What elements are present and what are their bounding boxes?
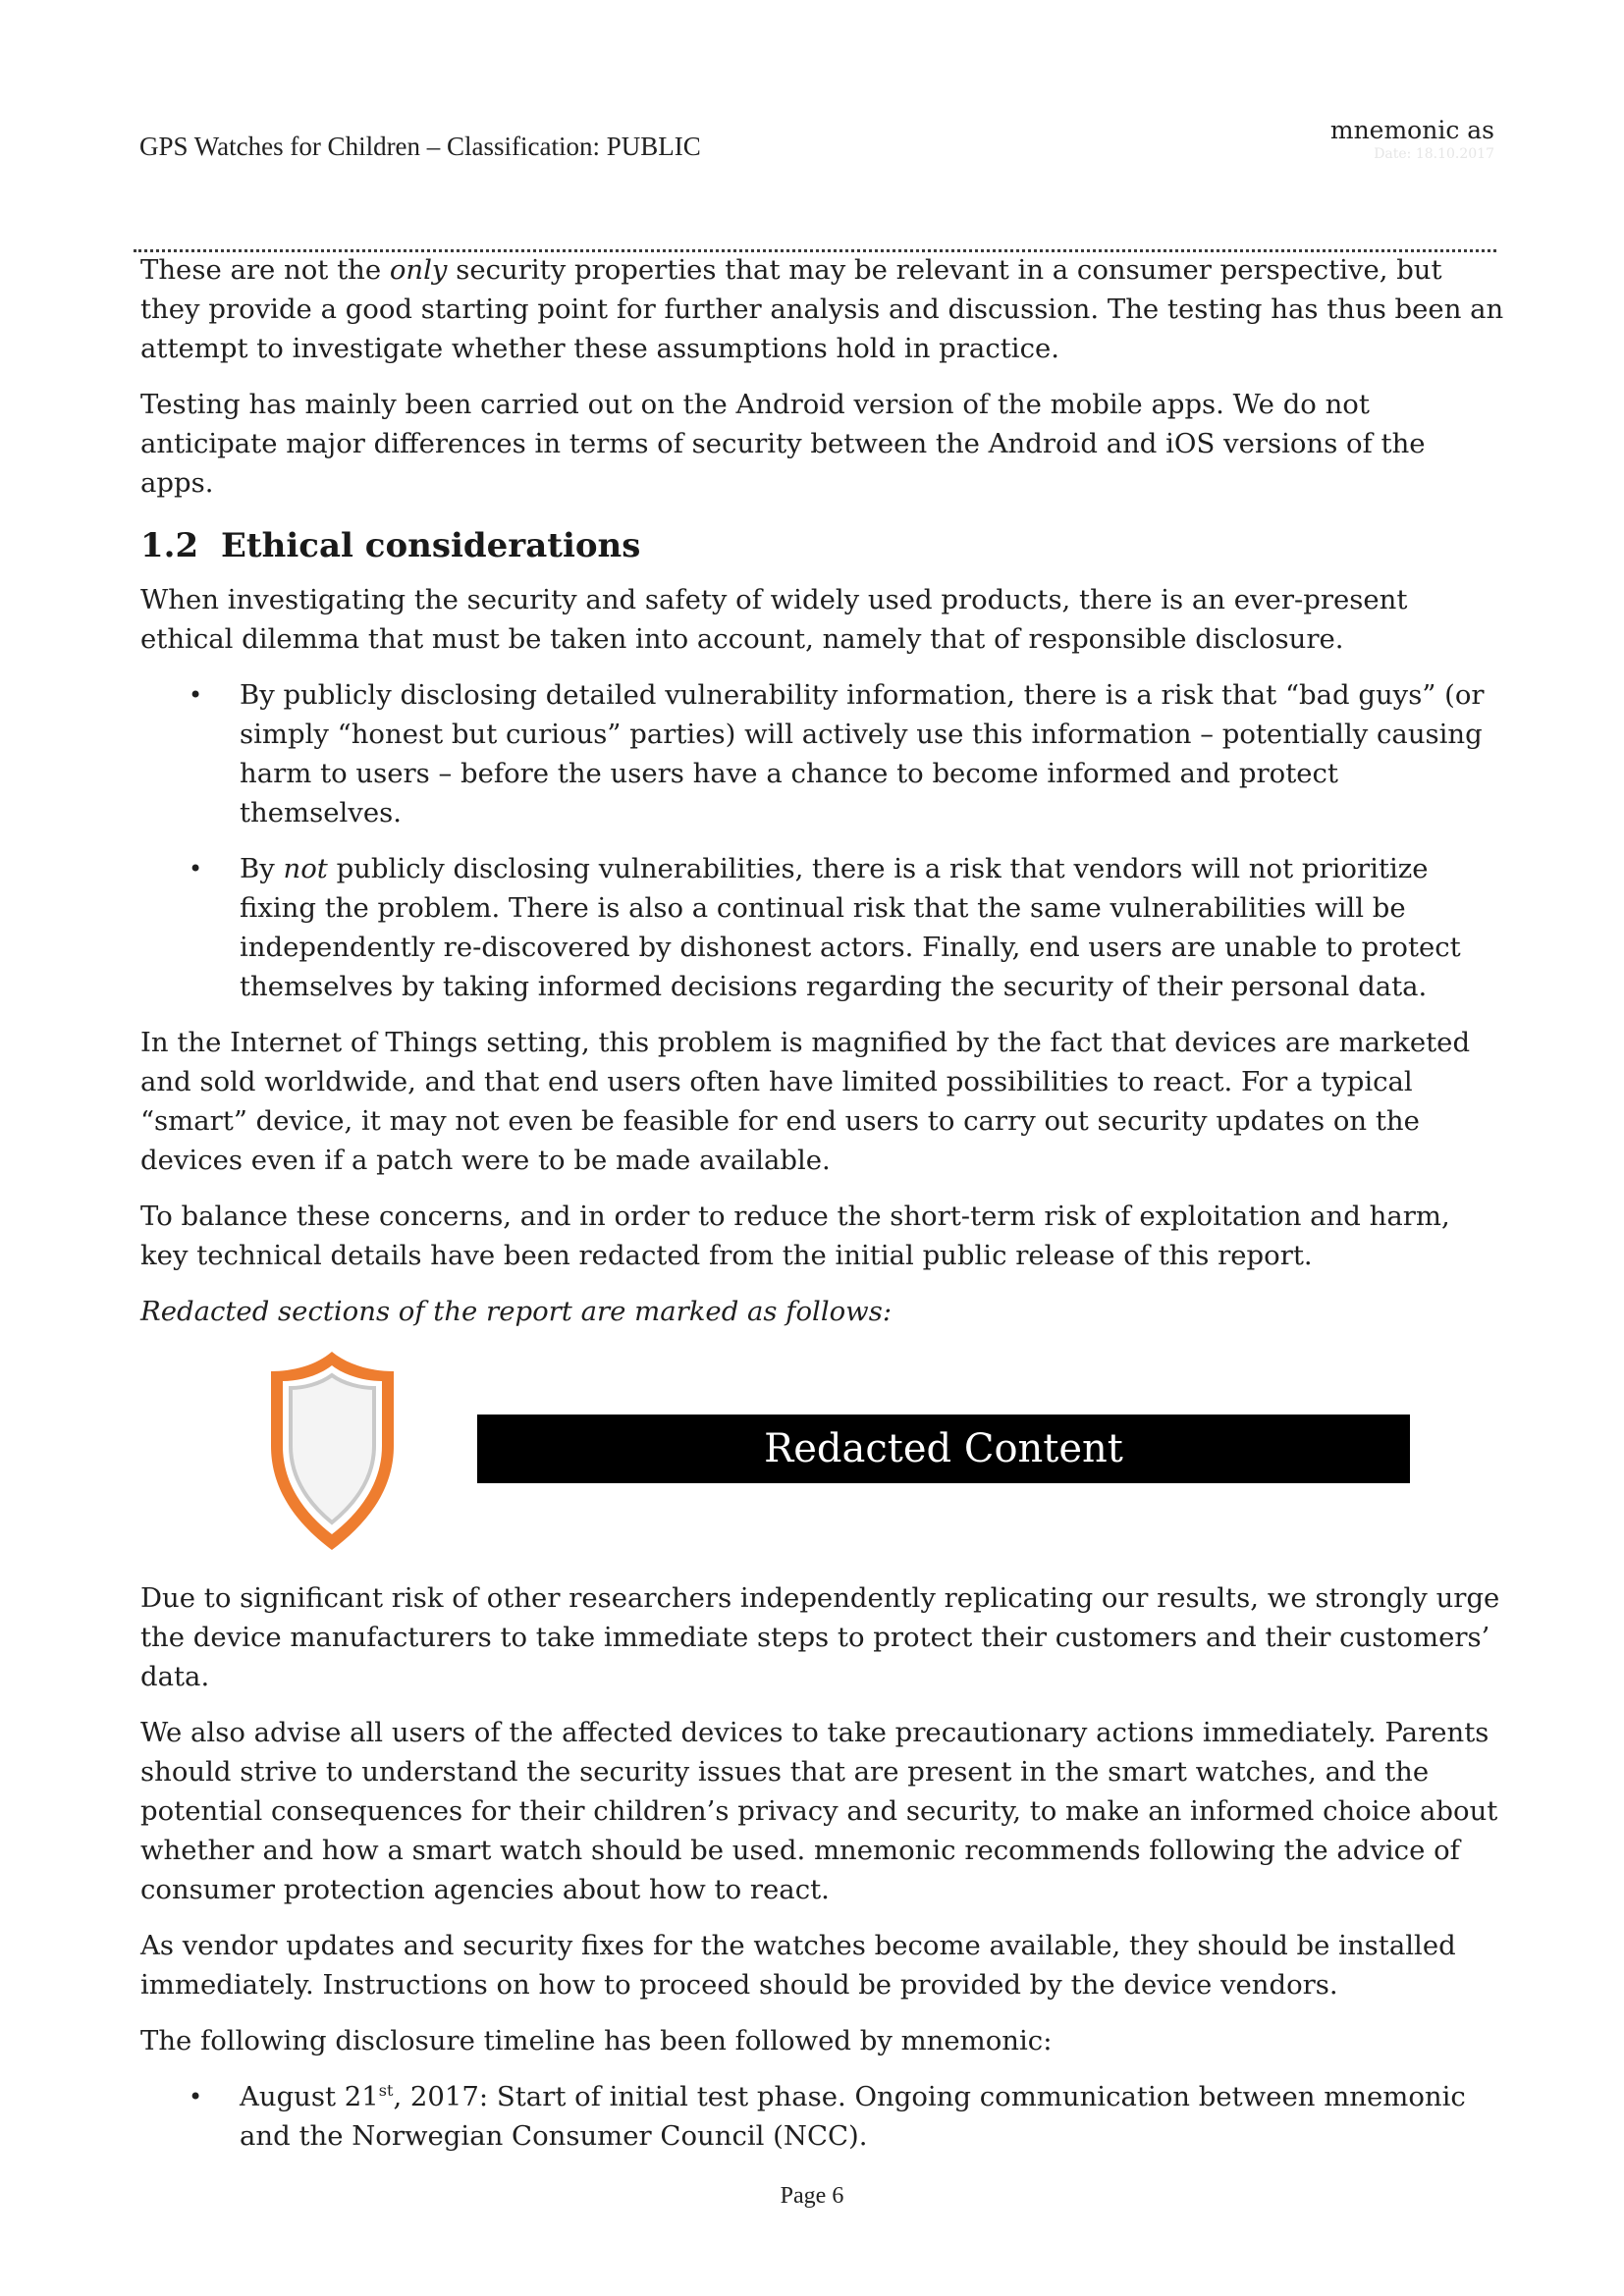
timeline-bullet-list [140,2077,1505,2156]
company-name: mnemonic as [1329,116,1494,144]
paragraph-urge-manufacturers: Due to significant risk of other researchers independently replicating our results, we strongly urge the device manufacturers to take immediate steps to protect their customers and their customers’ data. [140,1582,1500,1692]
paragraph-advise-users: We also advise all users of the affected devices to take precautionary actions immediately. Parents should strive to understand the security issues that are present in the smart watches, and the potential consequences for their children’s privacy and security, to make an informed choice about whether and how a smart watch should be used. mnemonic recommends following the advice of consumer protection agencies about how to react. [140,1717,1498,1905]
paragraph-ethical-dilemma: When investigating the security and safety of widely used products, there is an ever-present ethical dilemma that must be taken into account, namely that of responsible disclosure. [140,584,1408,655]
paragraph-vendor-updates: As vendor updates and security fixes for the watches become available, they should be installed immediately. Instructions on how to proceed should be provided by the device vendors. [140,1930,1456,2001]
section-heading-ethical [140,524,1505,567]
document-title: GPS Watches for Children – Classification: PUBLIC [139,132,701,161]
document-date: Date: 18.10.2017 [1374,146,1494,162]
list-item: • August 21st, 2017: Start of initial test phase. Ongoing communication between mnemonic and the Norwegian Consumer Council (NCC). [140,2077,1505,2156]
paragraph-timeline-intro: The following disclosure timeline has been followed by mnemonic: [140,2025,1053,2056]
shield-icon [265,1348,400,1554]
paragraph-redacted-marker-intro: Redacted sections of the report are marked as follows: [140,1296,893,1327]
section-number: 1.2 [140,526,199,565]
disclosure-bullet-list [140,675,1505,1006]
redacted-content-bar: Redacted Content [477,1415,1410,1483]
bullet-icon: • [189,681,203,709]
emphasis-only: only [389,254,448,286]
section-title: Ethical considerations [221,526,641,565]
paragraph-iot-setting: In the Internet of Things setting, this problem is magnified by the fact that devices are marketed and sold worldwide, and that end users often have limited possibilities to react. For a typical “smart” device, it may not even be feasible for end users to carry out security updates on the devices even if a patch were to be made available. [140,1027,1471,1176]
list-item: • By publicly disclosing detailed vulnerability information, there is a risk that “bad guys” (or simply “honest but curious” parties) will actively use this information – potentially causing harm to users – before the users have a chance to become informed and protect themselves. [140,675,1505,832]
paragraph-balance-concerns: To balance these concerns, and in order to reduce the short-term risk of exploitation and harm, key technical details have been redacted from the initial public release of this report. [140,1201,1450,1271]
page-number: Page 6 [780,2183,844,2209]
emphasis-not: not [283,853,328,884]
bullet-icon: • [189,855,203,882]
list-item: • By not publicly disclosing vulnerabilities, there is a risk that vendors will not prioritize fixing the problem. There is also a continual risk that the same vulnerabilities will be independently re-discovered by dishonest actors. Finally, end users are unable to protect themselves by taking informed decisions regarding the security of their personal data. [140,849,1505,1006]
paragraph-security-properties: These are not the only security properties that may be relevant in a consumer perspective, but they provide a good starting point for further analysis and discussion. The testing has thus been an attempt to investigate whether these assumptions hold in practice. [140,254,1504,364]
header-company-block [1330,116,1494,162]
redacted-content-legend [140,1348,1505,1557]
paragraph-testing-android: Testing has mainly been carried out on the Android version of the mobile apps. We do not anticipate major differences in terms of security between the Android and iOS versions of the apps. [140,389,1426,499]
bullet-icon: • [189,2083,203,2110]
document-body [140,250,1505,2172]
